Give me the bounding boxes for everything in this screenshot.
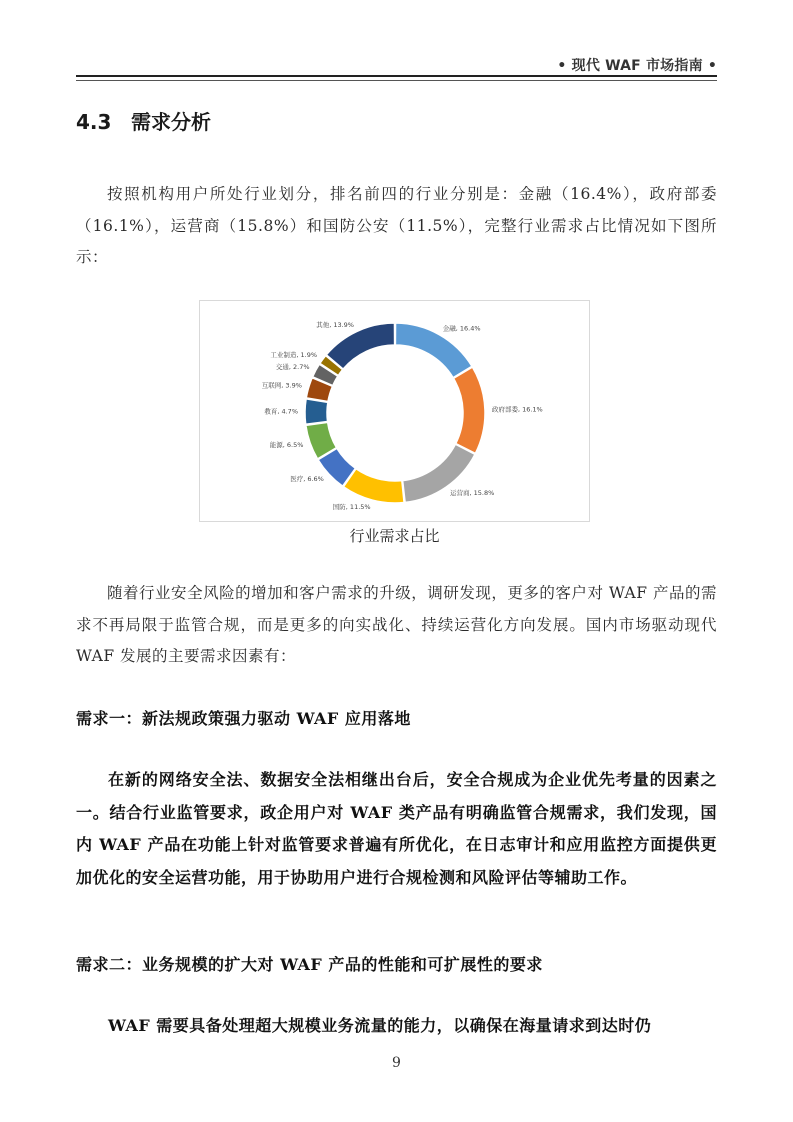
requirement-two-heading: 需求二：业务规模的扩大对 WAF 产品的性能和可扩展性的要求 — [76, 955, 543, 974]
donut-slice-10 — [326, 323, 394, 369]
industry-donut-chart — [199, 300, 590, 522]
chart-caption: 行业需求占比 — [349, 527, 440, 545]
donut-slice-label-8: 交通, 2.7% — [275, 363, 310, 372]
donut-slice-label-9: 工业制造, 1.9% — [270, 351, 318, 360]
page-number: 9 — [392, 1055, 401, 1071]
donut-slice-1 — [454, 367, 485, 453]
donut-slice-label-7: 互联网, 3.9% — [261, 381, 302, 390]
section-title: 需求分析 — [131, 110, 211, 134]
section-heading — [76, 106, 211, 135]
requirement-one-heading: 需求一：新法规政策强力驱动 WAF 应用落地 — [76, 709, 411, 728]
donut-slice-label-4: 医疗, 6.6% — [290, 474, 324, 483]
donut-slice-label-5: 能源, 6.5% — [269, 440, 304, 449]
donut-slice-6 — [305, 399, 328, 424]
donut-chart-svg — [200, 301, 589, 521]
requirement-one-body: 在新的网络安全法、数据安全法相继出台后，安全合规成为企业优先考量的因素之一。结合行业监管要求，政企用户对 WAF 类产品有明确监管合规需求，我们发现，国内 WAF 产品在功能上针对监管要求普遍有所优化，在日志审计和应用监控方面提供更加优化的安全运营功能，用于协助用户进行合规检测和风险评估等辅助工作。 — [76, 770, 717, 887]
donut-slice-label-0: 金融, 16.4% — [442, 324, 481, 333]
requirement-two-body: WAF 需要具备处理超大规模业务流量的能力，以确保在海量请求到达时仍 — [108, 1016, 652, 1035]
section-number: 4.3 — [76, 110, 112, 134]
trend-paragraph: 随着行业安全风险的增加和客户需求的升级，调研发现，更多的客户对 WAF 产品的需求不再局限于监管合规，而是更多的向实战化、持续运营化方向发展。国内市场驱动现代 WAF 发展的主要需求因素有： — [76, 584, 717, 665]
donut-slice-label-2: 运营商, 15.8% — [450, 488, 495, 497]
donut-slice-3 — [343, 469, 404, 503]
donut-slice-label-1: 政府部委, 16.1% — [491, 405, 543, 414]
header-rule-thick — [76, 75, 717, 77]
donut-slice-label-10: 其他, 13.9% — [316, 321, 354, 330]
running-header-title: • 现代 WAF 市场指南 • — [557, 58, 717, 74]
header-rule-thin — [76, 80, 717, 81]
intro-paragraph: 按照机构用户所处行业划分，排名前四的行业分别是：金融（16.4%），政府部委（16.1%），运营商（15.8%）和国防公安（11.5%），完整行业需求占比情况如下图所示： — [76, 185, 717, 266]
donut-slice-label-6: 教育, 4.7% — [264, 407, 299, 416]
donut-slice-label-3: 国防, 11.5% — [332, 502, 371, 511]
